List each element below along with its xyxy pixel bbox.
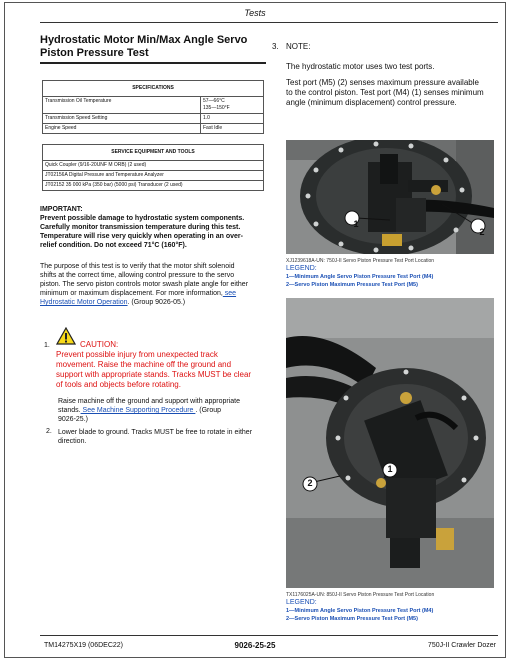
tools-table [42, 144, 264, 191]
figure-2-caption: TX1176025A-UN: 850J-II Servo Piston Pressure Test Port Location [286, 592, 435, 598]
table-row: JT02156A Digital Pressure and Temperature Analyzer [43, 171, 264, 181]
figure-1-legend-2: 2—Servo Piston Maximum Pressure Test Port (M5) [286, 282, 418, 288]
section-title: Hydrostatic Motor Min/Max Angle Servo Piston Pressure Test [40, 34, 248, 59]
step-3-number: 3. [272, 42, 279, 51]
title-rule [40, 62, 266, 64]
step-1-number: 1. [44, 342, 50, 349]
table-row: JT02152 35 000 kPa (350 bar) (5000 psi) Transducer (2 used) [43, 181, 264, 191]
important-notice: IMPORTANT: Prevent possible damage to hydrostatic system components. Carefully monitor transmission temperature during this test. Temperature will rise very quickly when operating in an over- relief condition. Do not exceed 71°C (160°F). [40, 206, 245, 249]
table-row: Transmission Speed Setting 1.0 [43, 114, 264, 124]
footer-page-number: 9026-25-25 [234, 641, 276, 650]
step-2-text: Lower blade to ground. Tracks MUST be free to rotate in either direction. [58, 429, 253, 445]
table-row: Quick Coupler (9/16-20UNF M ORB) (2 used) [43, 161, 264, 171]
figure-1-caption: XJ1239618A-UN: 750J-II Servo Piston Pressure Test Port Location [286, 258, 435, 264]
figure-2-legend-title: LEGEND: [286, 599, 317, 606]
warning-triangle-icon [56, 327, 76, 345]
footer-rule [40, 635, 498, 636]
purpose-paragraph: The purpose of this test is to verify that the motor shift solenoid shifts at the correct time, allowing control pressure to the servo piston. The servo piston controls motor swash plate angle for either minimum or maximum displacement. For more information, see Hydrostatic Motor Operation. (Group 9026-05.) [40, 263, 249, 306]
figure-1-legend-title: LEGEND: [286, 265, 317, 272]
note-label: NOTE: [286, 42, 311, 51]
see-link[interactable]: see [222, 290, 237, 297]
footer-doc-id: TM14275X19 (06DEC22) [44, 642, 123, 649]
table-row: Transmission Oil Temperature 57—66°C 135—150°F [43, 97, 264, 114]
table-row: Engine Speed Fast Idle [43, 124, 264, 134]
header-title: Tests [244, 8, 266, 18]
caution-text: Prevent possible injury from unexpected track movement. Raise the machine off the ground and support with appropriate stands. Tracks MUST be clear of tools and objects before rotating. [56, 350, 252, 389]
tools-heading: SERVICE EQUIPMENT AND TOOLS [43, 145, 264, 161]
figure-2-callout-2: 2 [307, 478, 313, 488]
footer-model: 750J-II Crawler Dozer [427, 642, 496, 649]
figure-1-photo [286, 140, 494, 254]
step-2-number: 2. [46, 428, 52, 435]
specifications-table [42, 80, 264, 134]
figure-2-legend-1: 1—Minimum Angle Servo Piston Pressure Test Port (M4) [286, 608, 434, 614]
step-1-text: Raise machine off the ground and support with appropriate stands. See Machine Supporting Procedure . (Group 9026-25.) [58, 398, 240, 423]
hydrostatic-motor-operation-link[interactable]: Hydrostatic Motor Operation [40, 299, 128, 306]
note-text-1: The hydrostatic motor uses two test ports. [286, 62, 435, 71]
figure-1-callout-2: 2 [479, 227, 485, 237]
figure-1-callout-1: 1 [353, 219, 359, 229]
header-rule [40, 22, 498, 23]
note-text-2: Test port (M5) (2) senses maximum pressure available to the control piston. Test port (M4) (1) senses minimum angle (minimum displacement) control pressure. [286, 78, 484, 107]
caution-label: CAUTION: [80, 340, 119, 349]
figure-2-photo [286, 298, 494, 588]
figure-2-legend-2: 2—Servo Piston Maximum Pressure Test Port (M5) [286, 616, 418, 622]
machine-supporting-procedure-link[interactable]: See Machine Supporting Procedure [80, 407, 196, 414]
figure-2-callout-1: 1 [387, 464, 393, 474]
specifications-heading: SPECIFICATIONS [43, 81, 264, 97]
left-column [40, 34, 266, 307]
figure-1-legend-1: 1—Minimum Angle Servo Piston Pressure Test Port (M4) [286, 274, 434, 280]
